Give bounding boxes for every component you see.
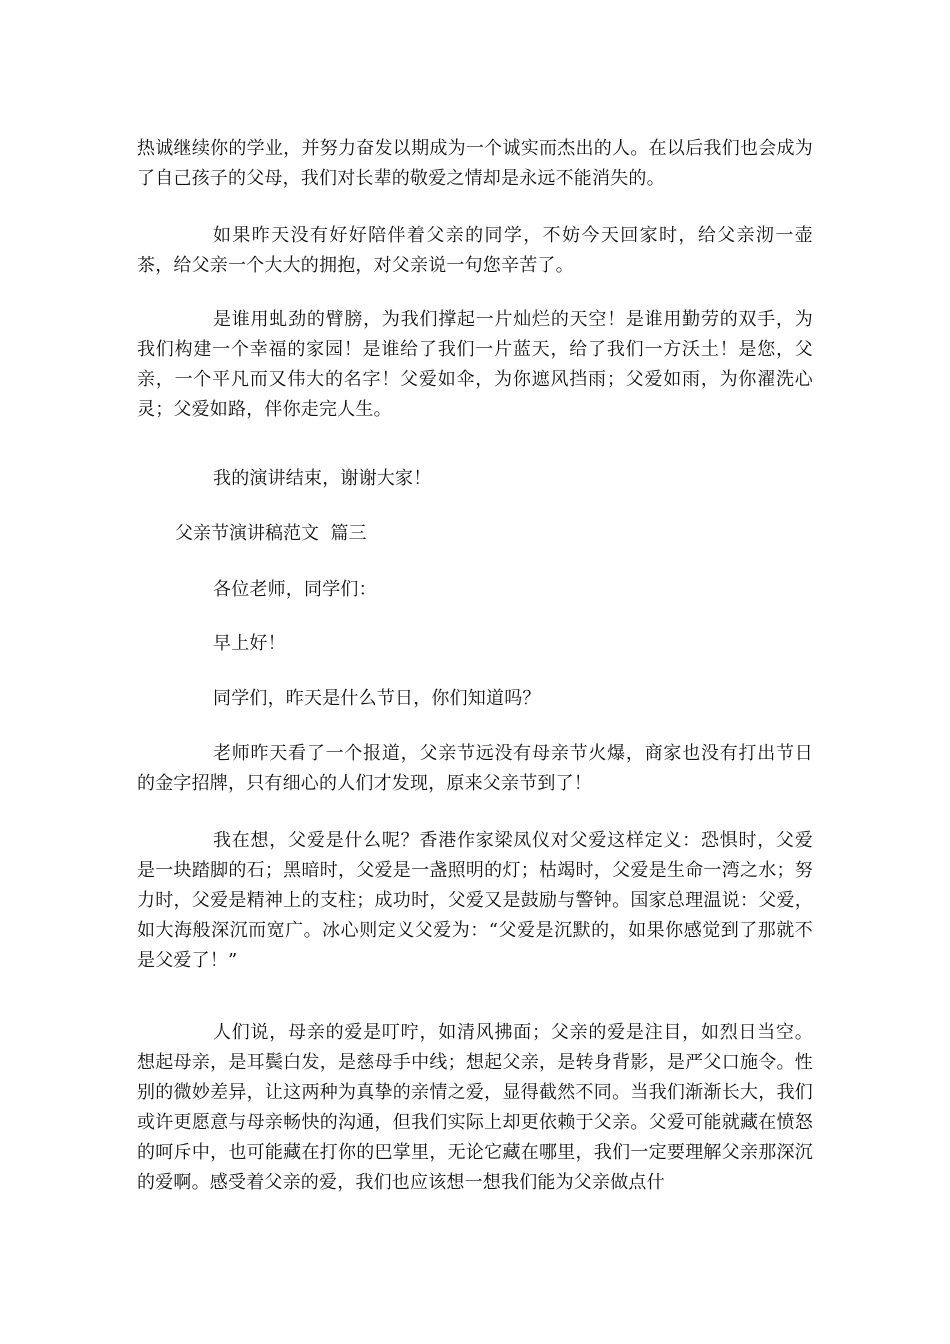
paragraph-continuation: 热诚继续你的学业，并努力奋发以期成为一个诚实而杰出的人。在以后我们也会成为了自己孩子的父母，我们对长辈的敬爱之情却是永远不能消失的。 [137,138,813,189]
paragraph-mother-father-love: 人们说，母亲的爱是叮咛，如清风拂面；父亲的爱是注目，如烈日当空。想起母亲，是耳鬓白发，是慈母手中线；想起父亲，是转身背影，是严父口施令。性别的微妙差异，让这两种为真挚的亲情之爱，显得截然不同。当我们渐渐长大，我们或许更愿意与母亲畅快的沟通，但我们实际上却更依赖于父亲。父爱可能就藏在愤怒的呵斥中，也可能藏在打你的巴掌里，无论它藏在哪里，我们一定要理解父亲那深沉的爱啊。感受着父亲的爱，我们也应该想一想我们能为父亲做点什 [137,1022,813,1193]
paragraph-greeting-audience: 各位老师，同学们： [213,579,377,600]
paragraph-question: 同学们，昨天是什么节日，你们知道吗？ [213,688,541,709]
paragraph-good-morning: 早上好！ [213,633,286,654]
paragraph-what-is-father-love: 我在想，父爱是什么呢？香港作家梁凤仪对父爱这样定义：恐惧时，父爱是一块踏脚的石；黑暗时，父爱是一盏照明的灯；枯竭时，父爱是生命一湾之水；努力时，父爱是精神上的支柱；成功时，父爱又是鼓励与警钟。国家总理温说：父爱，如大海般深沉而宽广。冰心则定义父爱为：“父爱是沉默的，如果你感觉到了那就不是父爱了！” [137,830,813,971]
section-heading: 父亲节演讲稿范文 篇三 [175,523,367,544]
paragraph-report: 老师昨天看了一个报道，父亲节远没有母亲节火爆，商家也没有打出节日的金字招牌，只有细心的人们才发现，原来父亲节到了！ [137,743,813,794]
paragraph-accompany-father: 如果昨天没有好好陪伴着父亲的同学，不妨今天回家时，给父亲沏一壶茶，给父亲一个大大的拥抱，对父亲说一句您辛苦了。 [137,225,813,276]
paragraph-who-supports: 是谁用虬劲的臂膀，为我们撑起一片灿烂的天空！是谁用勤劳的双手，为我们构建一个幸福的家园！是谁给了我们一片蓝天，给了我们一方沃土！是您，父亲，一个平凡而又伟大的名字！父爱如伞，为你遮风挡雨；父爱如雨，为你濯洗心灵；父爱如路，伴你走完人生。 [137,309,813,420]
paragraph-speech-end: 我的演讲结束，谢谢大家！ [213,468,432,489]
